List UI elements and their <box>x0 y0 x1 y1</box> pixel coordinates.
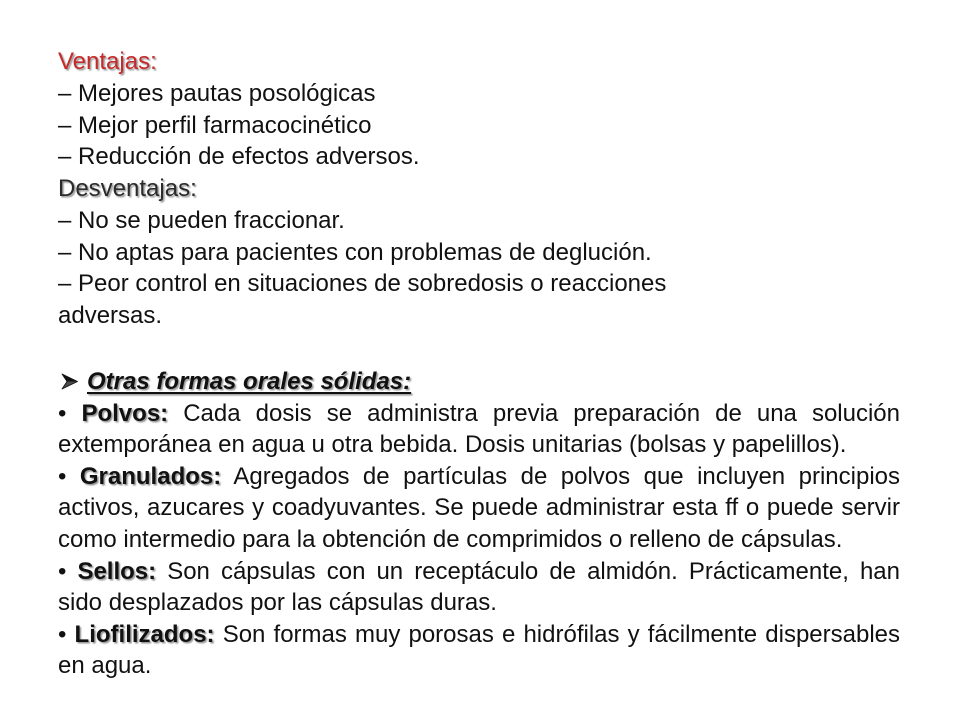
desventajas-item: – No aptas para pacientes con problemas de deglución. <box>58 238 652 266</box>
bullet-marker: • <box>58 620 67 648</box>
paragraph-text: Cada dosis se administra previa preparación de una solución extemporánea en agua u otra bebida. Dosis unitarias (bolsas y papelillos). <box>58 399 901 459</box>
label-sellos: Sellos: <box>77 557 157 585</box>
arrow-bullet-icon <box>61 373 78 390</box>
desventajas-item: – Peor control en situaciones de sobredosis o reacciones adversas. <box>58 270 667 329</box>
paragraph-liofilizados <box>58 619 900 682</box>
bullet-marker: • <box>58 399 67 427</box>
other-forms-heading-text: Otras formas orales sólidas: <box>87 368 412 395</box>
pros-cons-block <box>58 46 708 332</box>
desventajas-heading: Desventajas: <box>58 175 197 202</box>
paragraph-granulados <box>58 461 900 556</box>
label-granulados: Granulados: <box>79 462 222 490</box>
other-forms-heading <box>58 366 900 398</box>
other-forms-block <box>58 366 900 682</box>
paragraph-text: Son cápsulas con un receptáculo de almidón. Prácticamente, han sido desplazados por las cápsulas duras. <box>58 557 900 617</box>
bullet-marker: • <box>58 557 67 585</box>
desventajas-item: – No se pueden fraccionar. <box>58 206 345 234</box>
ventajas-item: – Mejor perfil farmacocinético <box>58 111 372 139</box>
bullet-marker: • <box>58 462 67 490</box>
paragraph-sellos <box>58 556 900 619</box>
ventajas-item: – Reducción de efectos adversos. <box>58 143 420 171</box>
ventajas-heading: Ventajas: <box>58 48 157 75</box>
label-liofilizados: Liofilizados: <box>74 620 215 648</box>
paragraph-text: Agregados de partículas de polvos que incluyen principios activos, azucares y coadyuvantes. Se puede administrar esta ff o puede servir como intermedio para la obtención de comprimidos o relleno de cápsulas. <box>58 462 900 553</box>
ventajas-item: – Mejores pautas posológicas <box>58 79 376 107</box>
paragraph-text: Son formas muy porosas e hidrófilas y fácilmente dispersables en agua. <box>58 620 901 680</box>
label-polvos: Polvos: <box>81 399 169 427</box>
paragraph-polvos <box>58 398 900 461</box>
